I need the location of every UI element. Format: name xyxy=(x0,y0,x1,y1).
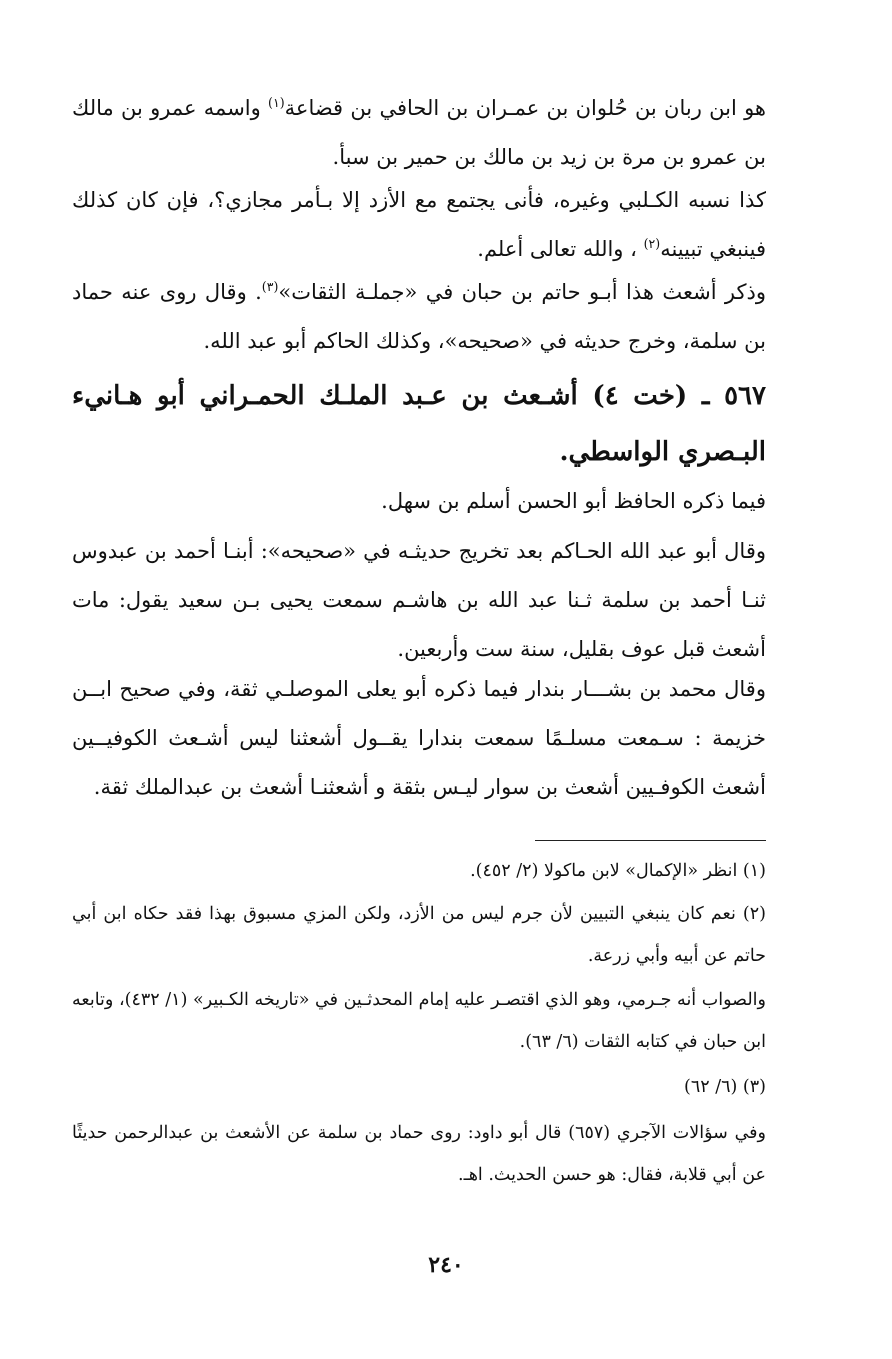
footnote-ref-3[interactable]: (٣) xyxy=(261,279,279,294)
entry-heading: ٥٦٧ ـ (خت ٤) أشـعث بن عـبد الملـك الحمـراني أبو هـانيء البـصري الواسطي. xyxy=(72,381,766,467)
paragraph-text: كذا نسبه الكـلبي وغيره، فأنى يجتمع مع الأزد إلا بـأمر مجازي؟، فإن كان كذلك فينبغي تبيينه xyxy=(72,188,766,261)
footnote-ref-2[interactable]: (٢) xyxy=(643,236,661,251)
paragraph-nasab xyxy=(72,176,766,274)
page-number: ٢٤٠ xyxy=(428,1252,464,1278)
footnote-3-continuation: وفي سؤالات الآجري (٦٥٧) قال أبو داود: روى حماد بن سلمة عن الأشعث بن عبدالرحمن حديثًا عن أبي قلابة، فقال: هو حسن الحديث. اهـ. xyxy=(72,1123,766,1185)
paragraph-text: . وقال روى عنه حماد بن سلمة، وخرج حديثه في «صحيحه»، وكذلك الحاكم أبو عبد الله. xyxy=(72,280,766,353)
footnote-1: (١) انظر «الإكمال» لابن ماكولا (٢/ ٤٥٢). xyxy=(470,861,766,881)
paragraph-lineage xyxy=(72,84,766,182)
footnote-3: (٣) (٦/ ٦٢) xyxy=(684,1077,766,1097)
paragraph-text: وذكر أشعث هذا أبـو حاتم بن حبان في «جملـة الثقات» xyxy=(278,280,766,304)
paragraph-aslam: فيما ذكره الحافظ أبو الحسن أسلم بن سهل. xyxy=(381,489,766,513)
paragraph-hakim: وقال أبو عبد الله الحـاكم بعد تخريج حديثـه في «صحيحه»: أبنـا أحمد بن عبدوس ثنـا أحمد بن سلمة ثـنا عبد الله بن هاشـم سمعت يحيى بـن سعيد يقول: مات أشعث قبل عوف بقليل، سنة ست وأربعين. xyxy=(72,539,766,661)
paragraph-ibn-hibban xyxy=(72,268,766,366)
paragraph-text: هو ابن ربان بن حُلوان بن عمـران بن الحافي بن قضاعة xyxy=(284,96,766,120)
footnote-2: (٢) نعم كان ينبغي التبيين لأن جرم ليس من الأزد، ولكن المزي مسبوق بهذا فقد حكاه ابن أبي حاتم عن أبيه وأبي زرعة. xyxy=(72,904,766,966)
paragraph-text: ، والله تعالى أعلم. xyxy=(477,237,644,261)
paragraph-text: واسمه عمرو بن مالك بن عمرو بن مرة بن زيد بن مالك بن حمير بن سبأ. xyxy=(72,96,766,169)
footnote-ref-1[interactable]: (١) xyxy=(268,95,285,110)
footnote-2-continuation: والصواب أنه جـرمي، وهو الذي اقتصـر عليه إمام المحدثـين في «تاريخه الكـبير» (١/ ٤٣٢)، وتابعه ابن حبان في كتابه الثقات (٦/ ٦٣). xyxy=(72,990,766,1052)
footnote-separator xyxy=(535,840,766,841)
paragraph-bundar: وقال محمد بن بشـــار بندار فيما ذكره أبو يعلى الموصلـي ثقة، وفي صحيح ابــن خزيمة : سـمعت مسلـمًا سمعت بندارا يقــول أشعثنا ليس أشـعث الكوفيــين أشعث الكوفـيين أشعث بن سوار ليـس بثقة و أشعثنـا أشعث بن عبدالملك ثقة. xyxy=(72,677,766,799)
